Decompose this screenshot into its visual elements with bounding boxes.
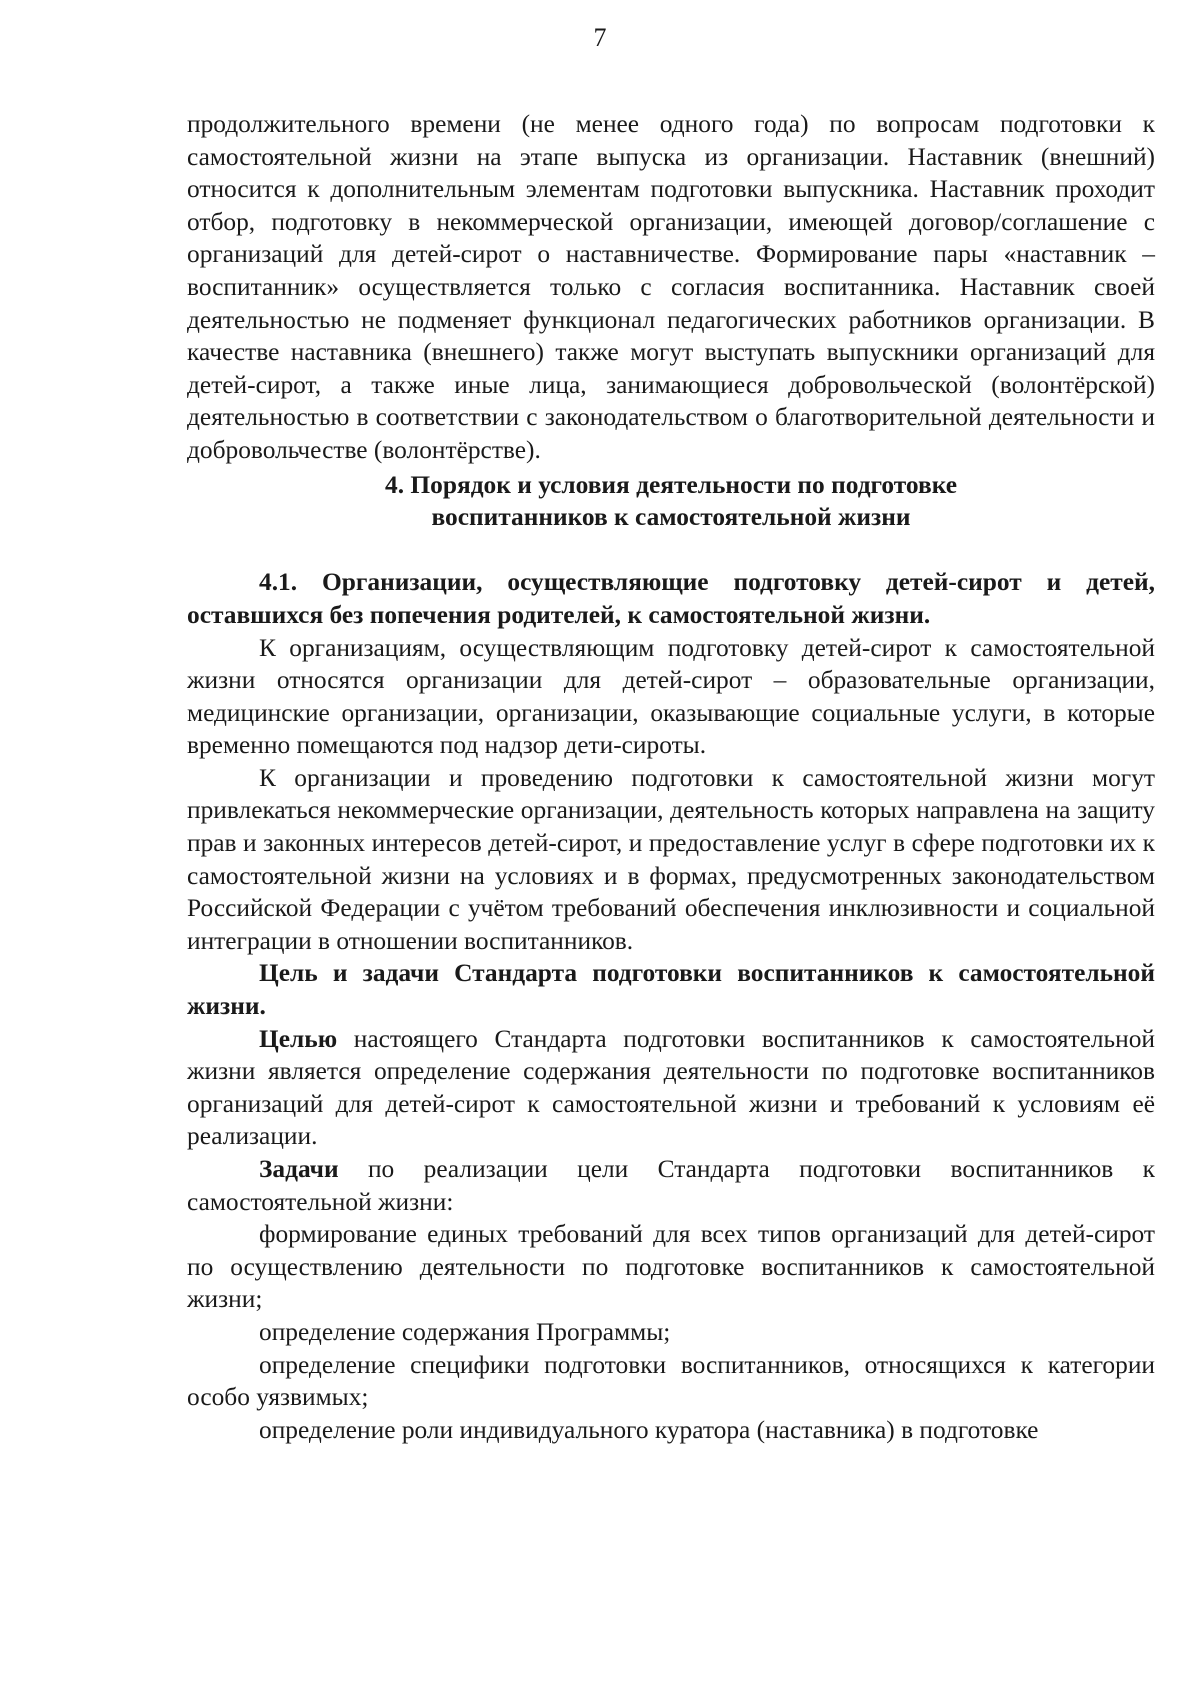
task-item: определение содержания Программы;	[259, 1317, 671, 1346]
paragraph-mentor-continuation: продолжительного времени (не менее одного года) по вопросам подготовки к самостоятельной жизни на этапе выпуска из организации. Наставник (внешний) относится к дополнительным элементам подготовки выпускника. Наставник проходит отбор, подготовку в некоммерческой организации, имеющей договор/соглашение с организаций для детей-сирот о наставничестве. Формирование пары «наставник – воспитанник» осуществляется только с согласия воспитанника. Наставник своей деятельностью не подменяет функционал педагогических работников организации. В качестве наставника (внешнего) также могут выступать выпускники организаций для детей-сирот, а также иные лица, занимающиеся добровольческой (волонтёрской) деятельностью в соответствии с законодательством о благотворительной деятельности и добровольчестве (волонтёрстве).	[187, 110, 1155, 464]
task-item: определение специфики подготовки воспитанников, относящихся к категории особо уязвимых;	[187, 1350, 1155, 1412]
paragraph-nonprofits: К организации и проведению подготовки к самостоятельной жизни могут привлекаться некоммерческие организации, деятельность которых направлена на защиту прав и законных интересов детей-сирот, и предоставление услуг в сфере подготовки их к самостоятельной жизни на условиях и в формах, предусмотренных законодательством Российской Федерации с учётом требований обеспечения инклюзивности и социальной интеграции в отношении воспитанников.	[187, 763, 1155, 955]
paragraph-tasks	[187, 1153, 1155, 1218]
document-body	[187, 108, 1155, 1446]
tasks-label: Задачи	[259, 1155, 339, 1183]
goal-text: настоящего Стандарта подготовки воспитанников к самостоятельной жизни является определение содержания деятельности по подготовке воспитанников организаций для детей-сирот к самостоятельной жизни и требований к условиям её реализации.	[187, 1024, 1155, 1151]
goal-label: Целью	[259, 1024, 338, 1053]
tasks-text: по реализации цели Стандарта подготовки воспитанников к самостоятельной жизни:	[187, 1155, 1155, 1216]
paragraph-goal	[187, 1023, 1155, 1153]
section-4-title-line-1: 4. Порядок и условия деятельности по подготовке	[385, 470, 957, 499]
section-4-title-line-2: воспитанников к самостоятельной жизни	[431, 503, 911, 532]
spacer	[187, 534, 1155, 567]
page-number: 7	[593, 23, 607, 52]
section-4-heading	[187, 469, 1155, 534]
goals-tasks-heading: Цель и задачи Стандарта подготовки воспитанников к самостоятельной жизни.	[187, 959, 1155, 1021]
subsection-4-1-heading: 4.1. Организации, осуществляющие подготовку детей-сирот и детей, оставшихся без попечения родителей, к самостоятельной жизни.	[187, 568, 1155, 629]
task-item: формирование единых требований для всех типов организаций для детей-сирот по осуществлению деятельности по подготовке воспитанников к самостоятельной жизни;	[187, 1220, 1155, 1314]
task-item: определение роли индивидуального куратора (наставника) в подготовке	[259, 1415, 1039, 1444]
paragraph-organizations: К организациям, осуществляющим подготовку детей-сирот к самостоятельной жизни относятся организации для детей-сирот – образовательные организации, медицинские организации, организации, оказывающие социальные услуги, в которые временно помещаются под надзор дети-сироты.	[187, 633, 1155, 760]
